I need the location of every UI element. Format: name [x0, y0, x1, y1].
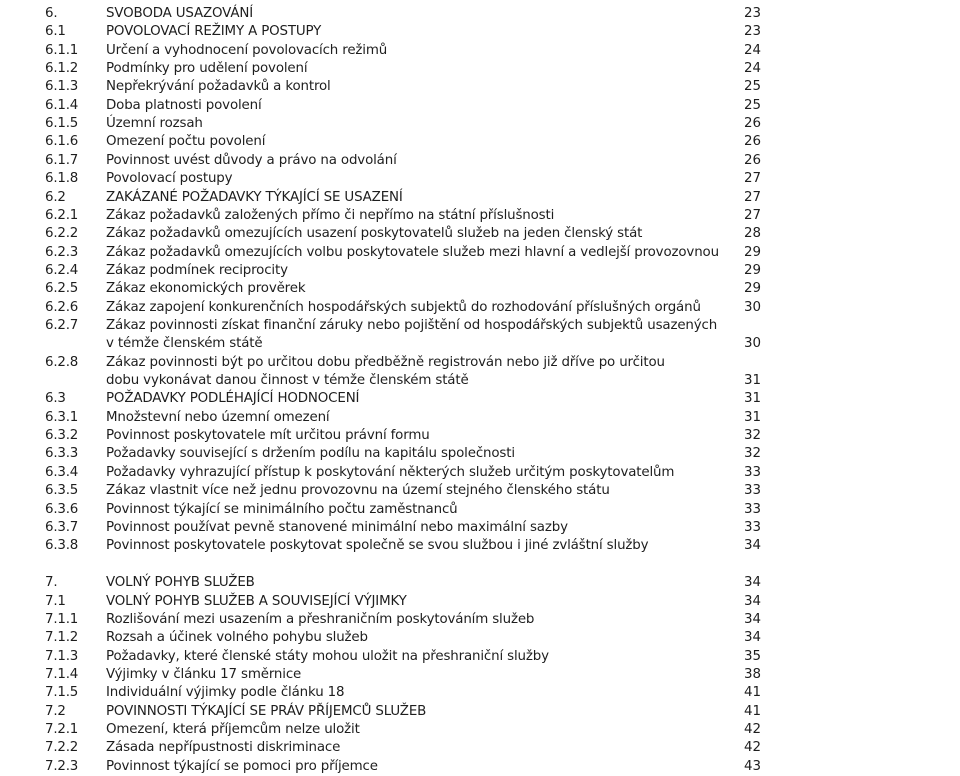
toc-entry-title: VOLNÝ POHYB SLUŽEB A SOUVISEJÍCÍ VÝJIMKY: [106, 593, 407, 609]
toc-entry-number: 7.2.3: [45, 758, 79, 774]
toc-entry-title: Zákaz zapojení konkurenčních hospodářských subjektů do rozhodování příslušných orgánů: [106, 299, 701, 315]
toc-entry-title: Povinnost poskytovatele poskytovat společně se svou službou i jiné zvláštní služby: [106, 538, 649, 554]
toc-entry-page-number: 35: [743, 648, 761, 664]
toc-entry-number: 6.3.7: [45, 519, 79, 535]
toc-entry-page-number: 29: [743, 244, 761, 260]
toc-entry-number: 7.2.2: [45, 740, 79, 756]
toc-entry-title-continuation: v témže členském státě: [106, 336, 263, 352]
toc-entry-title: ZAKÁZANÉ POŽADAVKY TÝKAJÍCÍ SE USAZENÍ: [106, 189, 403, 205]
toc-entry-page-number: 24: [743, 61, 761, 77]
toc-entry-title: POŽADAVKY PODLÉHAJÍCÍ HODNOCENÍ: [106, 391, 360, 407]
toc-entry-page-number: 30: [743, 336, 761, 352]
toc-entry-page-number: 34: [743, 593, 761, 609]
toc-entry-title: Územní rozsah: [106, 116, 203, 132]
toc-entry-number: 7.2.1: [45, 721, 79, 737]
toc-entry-number: 7.1.5: [45, 685, 79, 701]
toc-entry-page-number: 27: [743, 189, 761, 205]
toc-entry-number: 6.1: [45, 24, 66, 40]
toc-entry-title: POVOLOVACÍ REŽIMY A POSTUPY: [106, 24, 322, 40]
toc-entry-title: Zásada nepřípustnosti diskriminace: [106, 740, 341, 756]
toc-entry-page-number: 26: [743, 116, 761, 132]
toc-entry-title: Zákaz podmínek reciprocity: [106, 262, 288, 278]
toc-entry-number: 7.1.4: [45, 666, 79, 682]
toc-entry-number: 6.3.3: [45, 446, 79, 462]
toc-entry-title: Povinnost poskytovatele mít určitou právní formu: [106, 428, 430, 444]
toc-entry-title: Rozsah a účinek volného pohybu služeb: [106, 630, 368, 646]
toc-entry-page-number: 29: [743, 281, 761, 297]
toc-entry-number: 6.: [45, 6, 58, 21]
toc-entry-page-number: 30: [743, 299, 761, 315]
toc-entry-page-number: 23: [743, 6, 761, 21]
toc-entry-page-number: 32: [743, 428, 761, 444]
toc-entry-title: Množstevní nebo územní omezení: [106, 409, 330, 425]
toc-entry-number: 6.2.2: [45, 226, 79, 242]
toc-entry-title: Zákaz požadavků omezujících usazení poskytovatelů služeb na jeden členský stát: [106, 226, 643, 242]
toc-entry-title: Požadavky související s držením podílu na kapitálu společnosti: [106, 446, 515, 462]
toc-entry-title: Povinnost týkající se pomoci pro příjemce: [106, 758, 378, 774]
toc-entry-number: 6.3.6: [45, 501, 79, 517]
toc-entry-page-number: 42: [743, 721, 761, 737]
toc-entry-number: 6.3.8: [45, 538, 79, 554]
toc-entry-title: Povolovací postupy: [106, 171, 233, 187]
toc-entry-title: Povinnost používat pevně stanovené minimální nebo maximální sazby: [106, 519, 568, 535]
toc-entry-number: 6.3.5: [45, 483, 79, 499]
toc-entry-title: Zákaz ekonomických prověrek: [106, 281, 306, 297]
toc-entry-number: 7.: [45, 575, 58, 591]
toc-entry-page-number: 33: [743, 464, 761, 480]
toc-entry-title: SVOBODA USAZOVÁNÍ: [106, 6, 254, 21]
toc-entry-page-number: 33: [743, 483, 761, 499]
toc-entry-number: 6.3.1: [45, 409, 79, 425]
toc-entry-title: Zákaz požadavků založených přímo či nepřímo na státní příslušnosti: [106, 207, 555, 223]
toc-entry-page-number: 42: [743, 740, 761, 756]
toc-entry-number: 7.1.2: [45, 630, 79, 646]
toc-entry-title: Požadavky, které členské státy mohou uložit na přeshraniční služby: [106, 648, 549, 664]
toc-entry-number: 6.2.3: [45, 244, 79, 260]
toc-entry-number: 7.2: [45, 703, 66, 719]
toc-entry-page-number: 29: [743, 262, 761, 278]
toc-entry-page-number: 31: [743, 409, 761, 425]
toc-entry-page-number: 41: [743, 685, 761, 701]
toc-entry-page-number: 25: [743, 97, 761, 113]
toc-entry-page-number: 28: [743, 226, 761, 242]
toc-entry-number: 6.2.8: [45, 354, 79, 370]
toc-entry-title: Podmínky pro udělení povolení: [106, 61, 308, 77]
toc-entry-page-number: 34: [743, 630, 761, 646]
toc-entry-page-number: 26: [743, 134, 761, 150]
toc-entry-number: 6.2.1: [45, 207, 79, 223]
toc-entry-number: 6.3.2: [45, 428, 79, 444]
toc-entry-page-number: 34: [743, 538, 761, 554]
toc-entry-title: Zákaz vlastnit více než jednu provozovnu na území stejného členského státu: [106, 483, 610, 499]
toc-entry-page-number: 34: [743, 575, 761, 591]
toc-entry-page-number: 41: [743, 703, 761, 719]
toc-entry-number: 6.2.4: [45, 262, 79, 278]
toc-entry-title: Doba platnosti povolení: [106, 97, 262, 113]
toc-entry-page-number: 31: [743, 373, 761, 389]
toc-entry-number: 7.1.1: [45, 611, 79, 627]
toc-entry-page-number: 33: [743, 501, 761, 517]
toc-entry-title: Nepřekrývání požadavků a kontrol: [106, 79, 331, 95]
toc-entry-page-number: 43: [743, 758, 761, 774]
toc-entry-page-number: 31: [743, 391, 761, 407]
toc-entry-title: VOLNÝ POHYB SLUŽEB: [106, 575, 255, 591]
toc-entry-page-number: 33: [743, 519, 761, 535]
toc-entry-title: Omezení, která příjemcům nelze uložit: [106, 721, 360, 737]
toc-entry-title: Požadavky vyhrazující přístup k poskytování některých služeb určitým poskytovatelům: [106, 464, 675, 480]
toc-entry-page-number: 25: [743, 79, 761, 95]
toc-entry-number: 6.1.8: [45, 171, 79, 187]
toc-entry-title-continuation: dobu vykonávat danou činnost v témže členském státě: [106, 373, 469, 389]
toc-entry-title: Zákaz požadavků omezujících volbu poskytovatele služeb mezi hlavní a vedlejší provozovnou: [106, 244, 719, 260]
toc-entry-page-number: 27: [743, 207, 761, 223]
toc-entry-title: Určení a vyhodnocení povolovacích režimů: [106, 42, 388, 58]
toc-entry-title: POVINNOSTI TÝKAJÍCÍ SE PRÁV PŘÍJEMCŮ SLUŽEB: [106, 703, 427, 719]
toc-entry-page-number: 34: [743, 611, 761, 627]
toc-entry-page-number: 23: [743, 24, 761, 40]
toc-entry-title: Výjimky v článku 17 směrnice: [106, 666, 302, 682]
toc-entry-title: Zákaz povinnosti být po určitou dobu předběžně registrován nebo již dříve po určitou: [106, 354, 665, 370]
toc-entry-number: 6.3.4: [45, 464, 79, 480]
toc-entry-number: 7.1.3: [45, 648, 79, 664]
toc-entry-title: Zákaz povinnosti získat finanční záruky nebo pojištění od hospodářských subjektů usazených: [106, 318, 718, 333]
toc-entry-number: 6.1.5: [45, 116, 79, 132]
toc-entry-page-number: 26: [743, 152, 761, 168]
toc-entry-title: Povinnost uvést důvody a právo na odvolání: [106, 152, 397, 168]
toc-entry-number: 6.1.7: [45, 152, 79, 168]
toc-entry-number: 6.1.3: [45, 79, 79, 95]
toc-entry-number: 6.1.2: [45, 61, 79, 77]
toc-entry-number: 6.2.6: [45, 299, 79, 315]
toc-entry-number: 6.2.5: [45, 281, 79, 297]
toc-entry-page-number: 32: [743, 446, 761, 462]
toc-entry-page-number: 24: [743, 42, 761, 58]
toc-entry-page-number: 38: [743, 666, 761, 682]
toc-entry-number: 6.2: [45, 189, 66, 205]
toc-entry-number: 6.3: [45, 391, 66, 407]
toc-entry-title: Povinnost týkající se minimálního počtu zaměstnanců: [106, 501, 458, 517]
toc-entry-number: 6.1.6: [45, 134, 79, 150]
toc-entry-title: Rozlišování mezi usazením a přeshraničním poskytováním služeb: [106, 611, 535, 627]
toc-entry-number: 6.1.1: [45, 42, 79, 58]
toc-entry-number: 6.1.4: [45, 97, 79, 113]
toc-entry-title: Omezení počtu povolení: [106, 134, 266, 150]
toc-entry-page-number: 27: [743, 171, 761, 187]
toc-entry-number: 7.1: [45, 593, 66, 609]
toc-entry-number: 6.2.7: [45, 318, 79, 333]
toc-entry-title: Individuální výjimky podle článku 18: [106, 685, 345, 701]
